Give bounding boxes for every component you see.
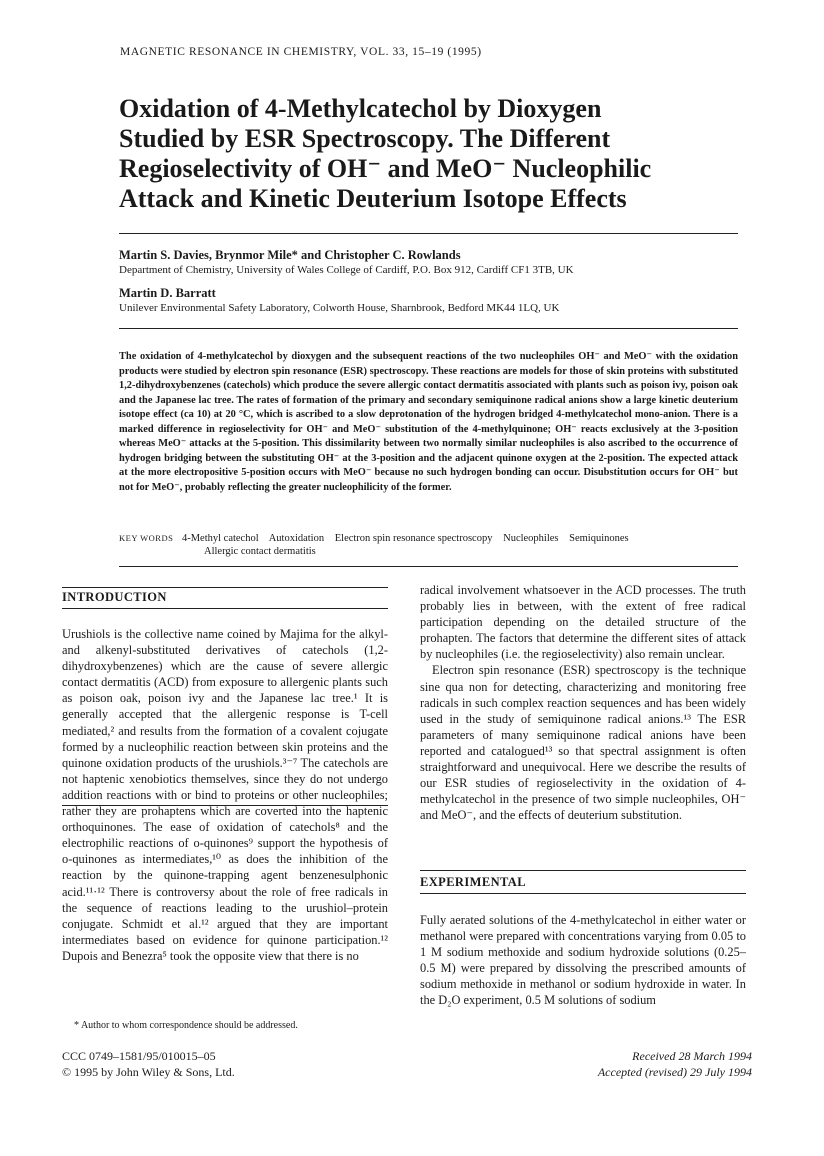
section-rule (62, 608, 388, 609)
title-line: Attack and Kinetic Deuterium Isotope Effects (119, 184, 627, 213)
section-heading-experimental: EXPERIMENTAL (420, 875, 526, 889)
author-block (119, 247, 739, 323)
keyword: Allergic contact dermatitis (204, 546, 316, 557)
keyword: Electron spin resonance spectroscopy (334, 533, 493, 544)
running-head: MAGNETIC RESONANCE IN CHEMISTRY, VOL. 33, 15–19 (1995) (120, 46, 482, 58)
experimental-paragraph: Fully aerated solutions of the 4-methylcatechol in either water or methanol were prepared with concentrations varying from 0.05 to 1 M sodium methoxide and sodium hydroxide solutions (0.25–0.5 M) were prepared by dissolving the prescribed amounts of sodium methoxide in methanol or sodium hydroxide in water. In the D₂O experiment, 0.5 M solutions of sodium (420, 913, 746, 1008)
affiliation: Department of Chemistry, University of Wales College of Cardiff, P.O. Box 912, Cardiff CF1 3TB, UK (119, 264, 574, 276)
footnote: * Author to whom correspondence should be addressed. (74, 1020, 298, 1031)
experimental-column (420, 912, 746, 1009)
keyword: Autoxidation (268, 533, 325, 544)
ccc-code: CCC 0749–1581/95/010015–05 (62, 1049, 216, 1063)
dates (598, 1048, 752, 1080)
keyword: Semiquinones (569, 533, 629, 544)
paragraph: Electron spin resonance (ESR) spectroscopy is the technique sine qua non for detecting, characterizing and monitoring free radicals in such complex reaction sequences and has been widely used in the study of semiquinone radical anions.¹³ The ESR parameters of many semiquinone radical anions have been reported and catalogued¹³ so that spectral assignment is often straightforward and unequivocal. Here we describe the results of our ESR studies of regioselectivity in the oxidation of 4-methylcatechol in the presence of two simple nucleophiles, OH⁻ and MeO⁻, and the effects of deuterium substitution. (420, 663, 746, 823)
keyword: 4-Methyl catechol (181, 533, 259, 544)
received-date: Received 28 March 1994 (632, 1049, 752, 1063)
keywords-label: KEY WORDS (119, 533, 174, 543)
title-line: Studied by ESR Spectroscopy. The Different (119, 124, 611, 153)
abstract: The oxidation of 4-methylcatechol by dioxygen and the subsequent reactions of the two nucleophiles OH⁻ and MeO⁻ with the oxidation products were studied by electron spin resonance (ESR) spectroscopy. These reactions are models for those of skin proteins with substituted 1,2-dihydroxybenzenes (catechols) which produce the severe allergic contact dermatitis associated with plants such as poison ivy, poison oak and the Japanese lac tree. The rates of formation of the primary and secondary semiquinone radical anions show a large kinetic deuterium isotope effect (ca 10) at 20 °C, which is ascribed to a slow deprotonation of the hydrogen bridged 4-methylcatechol mono-anion. There is a marked difference in regioselectivity for OH⁻ and MeO⁻ substitution of the 4-methylquinone; OH⁻ reacts exclusively at the 3-position whereas MeO⁻ attacks at the 5-position. This dissimilarity between two normally similar nucleophiles is also ascribed to the occurrence of hydrogen bridging between the substituting OH⁻ at the 3-position and the adjacent quinone oxygen at the 2-position. The expected attack at the more electropositive 5-position occurs with MeO⁻ because no such hydrogen bonding can occur. Disubstitution occurs for OH⁻ but not for MeO⁻, probably reflecting the greater nucleophilicity of the former. (119, 351, 738, 493)
publication-info (62, 1048, 235, 1080)
section-rule (420, 893, 746, 894)
title-line: Regioselectivity of OH⁻ and MeO⁻ Nucleophilic (119, 154, 652, 183)
intro-paragraph: Urushiols is the collective name coined by Majima for the alkyl- and alkenyl-substituted derivatives of catechols (1,2-dihydroxybenzenes) which are the cause of severe allergic contact dermatitis (ACD) from exposure to allergenic plants such as poison oak, poison ivy and the Japanese lac tree.¹ It is generally accepted that the allergenic response is T-cell mediated,² and results from the formation of a covalent cojugate formed by a nucleophilic reaction between skin proteins and the quinone oxidation products of the urushiols.³⁻⁷ The catechols are not haptenic xenobiotics themselves, since they do not undergo addition reactions with or bind to proteins or other nucleophiles; rather they are prohaptens which are coverted into the haptenic orthoquinones. The ease of oxidation of catechols⁸ and the electrophilic reactions of o-quinones⁹ support the hypothesis of o-quinones as intermediates,¹⁰ as does the inhibition of the reaction by the quinone-trapping agent benzenesulphonic acid.¹¹·¹² There is controversy about the role of free radicals in the sequence of reactions leading to the urushiol–protein conjugate. Schmidt et al.¹² argued that they are important intermediates based on evidence for quinone participation.¹² Dupois and Benezra⁵ took the opposite view that there is no (62, 627, 388, 963)
article-title (119, 94, 739, 214)
copyright: © 1995 by John Wiley & Sons, Ltd. (62, 1065, 235, 1079)
keywords-rule (119, 566, 738, 567)
section-heading-introduction: INTRODUCTION (62, 590, 167, 604)
introduction-column (62, 626, 388, 964)
keywords (119, 532, 738, 558)
authors-rule (119, 328, 738, 329)
footnote-rule (62, 805, 388, 806)
right-column (420, 582, 746, 823)
paragraph: radical involvement whatsoever in the ACD processes. The truth probably lies in between, with the extent of free radical participation depending on the detailed structure of the prohapten. The factors that determine the different sites of attack by nucleophiles (i.e. the regioselectivity) also remain unclear. (420, 583, 746, 662)
author-names: Martin S. Davies, Brynmor Mile* and Christopher C. Rowlands (119, 248, 461, 262)
accepted-date: Accepted (revised) 29 July 1994 (597, 1065, 752, 1079)
section-rule (420, 870, 746, 871)
author-names: Martin D. Barratt (119, 286, 216, 300)
section-rule (62, 587, 388, 588)
title-rule (119, 233, 738, 234)
keyword: Nucleophiles (503, 533, 559, 544)
affiliation: Unilever Environmental Safety Laboratory, Colworth House, Sharnbrook, Bedford MK44 1LQ, UK (119, 302, 560, 314)
title-line: Oxidation of 4-Methylcatechol by Dioxygen (119, 94, 602, 123)
